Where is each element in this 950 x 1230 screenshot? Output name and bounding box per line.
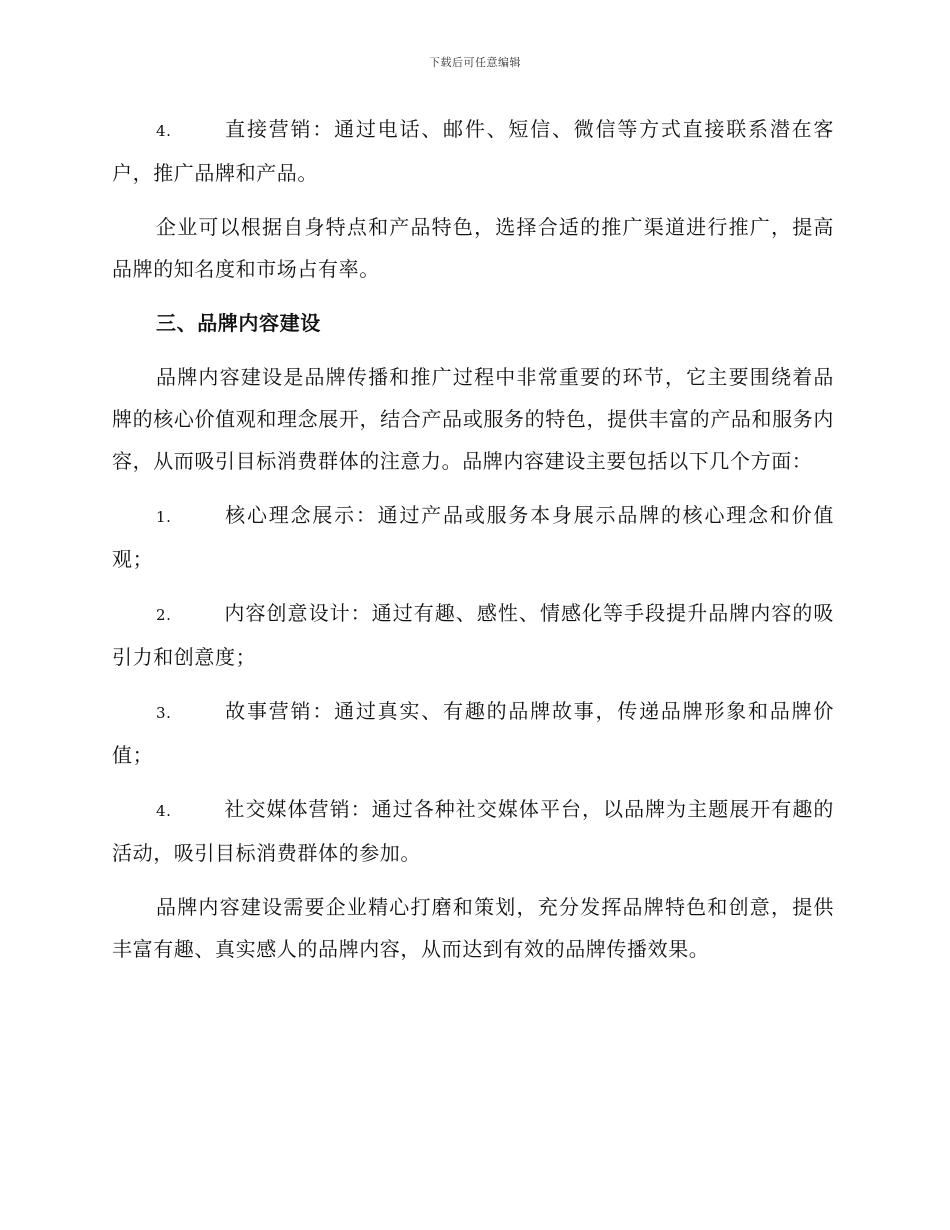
list-item-story-marketing <box>112 690 834 776</box>
page-header: 下载后可任意编辑 <box>429 56 521 69</box>
list-item-text: 社交媒体营销：通过各种社交媒体平台，以品牌为主题展开有趣的活动，吸引目标消费群体的参加。 <box>112 797 834 865</box>
list-item-creative-design <box>112 592 834 678</box>
list-number: 1. <box>156 508 172 526</box>
list-item-core-concept <box>112 494 834 580</box>
list-item-social-media <box>112 788 834 874</box>
list-item-text: 内容创意设计：通过有趣、感性、情感化等手段提升品牌内容的吸引力和创意度； <box>112 601 834 669</box>
list-number: 2. <box>156 606 172 624</box>
document-body <box>112 108 834 982</box>
list-item-text: 故事营销：通过真实、有趣的品牌故事，传递品牌形象和品牌价值； <box>112 699 834 767</box>
list-item-text: 核心理念展示：通过产品或服务本身展示品牌的核心理念和价值观； <box>112 503 834 571</box>
list-number: 4. <box>156 802 172 820</box>
list-item-direct-marketing <box>112 108 834 194</box>
paragraph-content-building-intro: 品牌内容建设是品牌传播和推广过程中非常重要的环节，它主要围绕着品牌的核心价值观和理念展开，结合产品或服务的特色，提供丰富的产品和服务内容，从而吸引目标消费群体的注意力。品牌内容建设主要包括以下几个方面： <box>112 365 834 473</box>
list-number: 4. <box>156 122 172 140</box>
section-heading: 三、品牌内容建设 <box>156 311 321 335</box>
paragraph-conclusion: 品牌内容建设需要企业精心打磨和策划，充分发挥品牌特色和创意，提供丰富有趣、真实感人的品牌内容，从而达到有效的品牌传播效果。 <box>112 895 834 961</box>
list-item-text: 直接营销：通过电话、邮件、短信、微信等方式直接联系潜在客户，推广品牌和产品。 <box>112 117 834 185</box>
paragraph-channel-selection: 企业可以根据自身特点和产品特色，选择合适的推广渠道进行推广，提高品牌的知名度和市场占有率。 <box>112 215 834 281</box>
list-number: 3. <box>156 704 172 722</box>
